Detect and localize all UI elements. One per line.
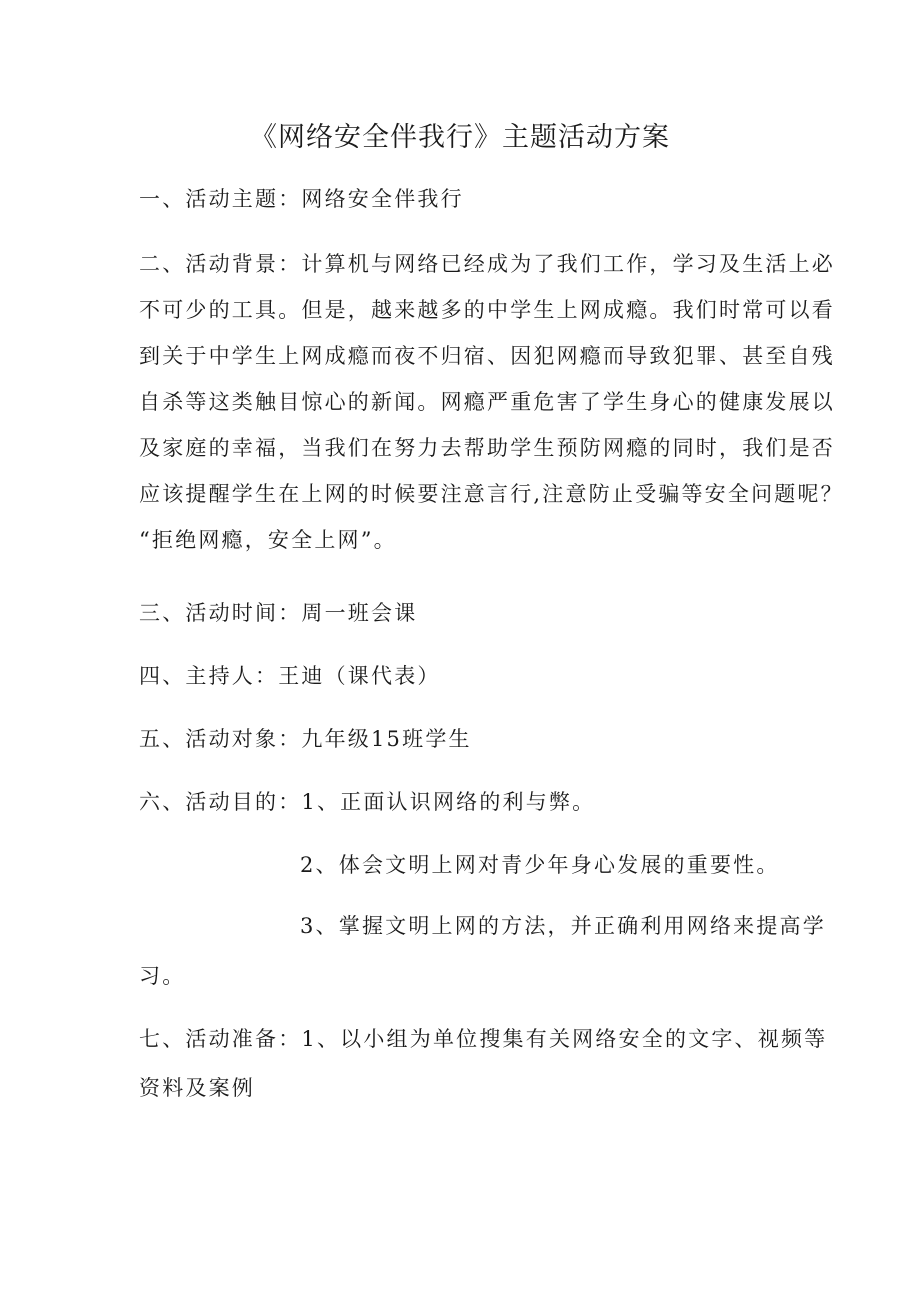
section-target: 五、活动对象：九年级15班学生 bbox=[139, 727, 472, 751]
section-background-line-3: 到关于中学生上网成瘾而夜不归宿、因犯网瘾而导致犯罪、甚至自残 bbox=[139, 344, 835, 368]
section-background-line-5: 及家庭的幸福，当我们在努力去帮助学生预防网瘾的同时，我们是否 bbox=[139, 436, 835, 460]
section-background-line-2: 不可少的工具。但是，越来越多的中学生上网成瘾。我们时常可以看 bbox=[139, 298, 835, 322]
section-background-line-7: “拒绝网瘾，安全上网”。 bbox=[139, 528, 397, 552]
section-goal-3-line-2: 习。 bbox=[139, 964, 186, 988]
section-preparation-line-2: 资料及案例 bbox=[139, 1076, 255, 1100]
section-goal-3-line-1: 3、掌握文明上网的方法，并正确利用网络来提高学 bbox=[300, 914, 826, 938]
section-goal-2: 2、体会文明上网对青少年身心发展的重要性。 bbox=[300, 853, 780, 877]
section-time: 三、活动时间：周一班会课 bbox=[139, 601, 418, 625]
section-theme: 一、活动主题：网络安全伴我行 bbox=[139, 187, 464, 211]
section-background-line-6: 应该提醒学生在上网的时候要注意言行,注意防止受骗等安全问题呢？ bbox=[139, 482, 844, 506]
document-title: 《网络安全伴我行》主题活动方案 bbox=[250, 122, 670, 153]
section-preparation-line-1: 七、活动准备：1、以小组为单位搜集有关网络安全的文字、视频等 bbox=[139, 1027, 828, 1051]
section-background-line-4: 自杀等这类触目惊心的新闻。网瘾严重危害了学生身心的健康发展以 bbox=[139, 390, 835, 414]
section-background-line-1: 二、活动背景：计算机与网络已经成为了我们工作，学习及生活上必 bbox=[139, 252, 835, 276]
section-goal-1: 六、活动目的：1、正面认识网络的利与弊。 bbox=[139, 790, 596, 814]
section-host: 四、主持人：王迪（课代表） bbox=[139, 664, 441, 688]
